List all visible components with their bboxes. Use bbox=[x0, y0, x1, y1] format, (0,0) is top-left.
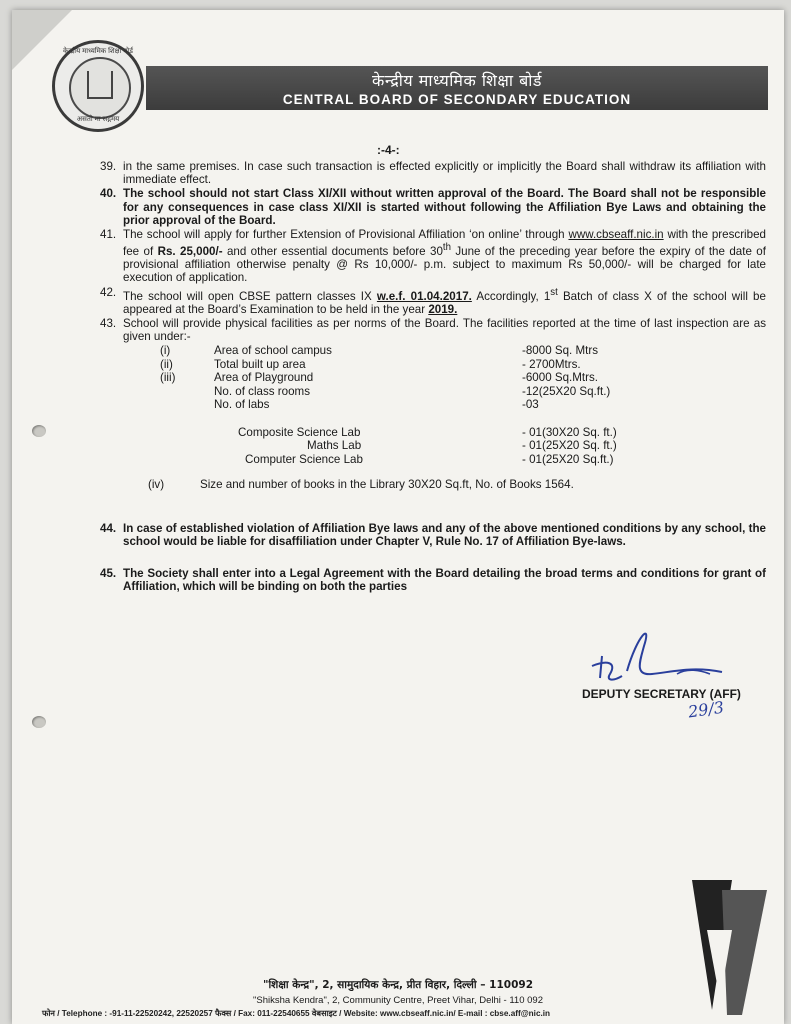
lab-label: Composite Science Lab bbox=[238, 425, 361, 439]
clause-text: In case of established violation of Affiliation Bye laws and any of the above mentioned conditions by any school, the school would be liable for disaffiliation under Chapter V, Rule No. 17 of Affiliation Bye-laws. bbox=[123, 521, 766, 549]
clause-text: with the prescribed fee of bbox=[123, 228, 766, 259]
clause-44 bbox=[100, 522, 766, 548]
facility-row bbox=[100, 398, 766, 412]
affiliation-link[interactable]: www.cbseaff.nic.in bbox=[568, 228, 664, 242]
facility-value: -03 bbox=[522, 398, 539, 412]
clause-text: The school will open CBSE pattern classes IX bbox=[123, 289, 372, 303]
cbse-logo bbox=[52, 40, 144, 132]
clause-42 bbox=[100, 286, 766, 316]
signatory-title: DEPUTY SECRETARY (AFF) bbox=[582, 687, 741, 701]
clause-text: Accordingly, 1 bbox=[476, 289, 551, 303]
facility-value: -6000 Sq.Mtrs. bbox=[522, 371, 599, 385]
clause-number: 44. bbox=[100, 521, 117, 535]
lab-row bbox=[100, 426, 766, 440]
clause-text: in the same premises. In case such transaction is effected explicitly or implicitly the Board shall withdraw its affiliation with immediate effect. bbox=[123, 160, 766, 187]
clause-number: 42. bbox=[100, 285, 117, 299]
labs-list bbox=[100, 426, 766, 467]
lab-row bbox=[100, 439, 766, 453]
lab-value: - 01(25X20 Sq.ft.) bbox=[522, 452, 614, 466]
document-body bbox=[100, 160, 766, 595]
hindi-title: केन्द्रीय माध्यमिक शिक्षा बोर्ड bbox=[372, 71, 542, 90]
header-banner bbox=[146, 66, 768, 110]
effective-date: w.e.f. 01.04.2017. bbox=[376, 289, 472, 303]
facility-label: Total built up area bbox=[214, 357, 306, 371]
lab-label: Maths Lab bbox=[307, 439, 362, 453]
english-title: CENTRAL BOARD OF SECONDARY EDUCATION bbox=[282, 92, 632, 107]
lab-value: - 01(25X20 Sq. ft.) bbox=[522, 439, 617, 453]
handwritten-date: 29/3 bbox=[686, 697, 726, 722]
facility-value: -12(25X20 Sq.ft.) bbox=[522, 384, 611, 398]
facility-numeral: (ii) bbox=[160, 357, 173, 371]
fee-amount: Rs. 25,000/- bbox=[157, 245, 223, 259]
exam-year: 2019. bbox=[428, 302, 458, 316]
lab-value: - 01(30X20 Sq. ft.) bbox=[522, 425, 617, 439]
logo-motto-top: केन्द्रीय माध्यमिक शिक्षा बोर्ड bbox=[63, 48, 133, 55]
lab-label: Computer Science Lab bbox=[245, 452, 363, 466]
footer-hindi-address: "शिक्षा केन्द्र", 2, सामुदायिक केन्द्र, प्रीत विहार, दिल्ली – 110092 bbox=[262, 979, 534, 991]
clause-number: 43. bbox=[100, 316, 117, 330]
facility-label: Area of Playground bbox=[214, 371, 314, 385]
clause-text: School will provide physical facilities as per norms of the Board. The facilities reported at the time of last inspection are as given under:- bbox=[123, 316, 766, 344]
superscript: st bbox=[550, 286, 558, 298]
facility-label: Area of school campus bbox=[214, 344, 332, 358]
facility-value: - 2700Mtrs. bbox=[522, 357, 581, 371]
clause-text: The Society shall enter into a Legal Agreement with the Board detailing the broad terms and conditions for grant of Affiliation, which will be binding on both the parties bbox=[123, 567, 766, 594]
clause-number: 39. bbox=[100, 160, 117, 173]
clause-text: Batch of class X of the school will be appeared at the Board’s Examination to be held in the year bbox=[123, 289, 766, 316]
book-icon bbox=[87, 71, 113, 99]
clause-number: 40. bbox=[100, 187, 117, 201]
superscript: th bbox=[442, 242, 451, 254]
facility-label: No. of labs bbox=[214, 398, 270, 412]
clause-41 bbox=[100, 228, 766, 285]
punch-hole bbox=[32, 425, 46, 437]
facility-row bbox=[100, 385, 766, 399]
lab-row bbox=[100, 453, 766, 467]
clause-45 bbox=[100, 567, 766, 593]
logo-motto-bottom: असतो मा सद्गमय bbox=[76, 116, 120, 123]
library-numeral: (iv) bbox=[148, 478, 165, 492]
clause-number: 41. bbox=[100, 228, 117, 242]
document-page bbox=[12, 10, 784, 1024]
facility-row bbox=[100, 344, 766, 358]
facility-row bbox=[100, 371, 766, 385]
facilities-list bbox=[100, 344, 766, 412]
footer-contact: फोन / Telephone : -91-11-22520242, 22520257 फैक्स / Fax: 011-22540655 वेबसाइट / Website: www.cbseaff.nic.in/ E-mail : cbse.aff@nic.in bbox=[42, 1009, 551, 1018]
punch-hole bbox=[32, 716, 46, 728]
facility-row bbox=[100, 358, 766, 372]
clause-text: The school will apply for further Extension of Provisional Affiliation ‘on online’ through bbox=[123, 228, 565, 242]
library-row bbox=[100, 478, 766, 492]
facility-value: -8000 Sq. Mtrs bbox=[522, 344, 599, 358]
clause-text: June of the preceding year before the expiry of the date of provisional affiliation otherwise penalty @ Rs 10,000/- p.m. subject to maximum Rs 50,000/- will be charged for late execution of application. bbox=[123, 245, 766, 285]
clause-39 bbox=[100, 160, 766, 186]
clause-40 bbox=[100, 187, 766, 227]
facility-numeral: (iii) bbox=[160, 371, 176, 385]
clause-text: and other essential documents before 30 bbox=[226, 245, 443, 259]
clause-43 bbox=[100, 317, 766, 343]
facility-numeral: (i) bbox=[160, 344, 171, 358]
clause-text: The school should not start Class XI/XII without written approval of the Board. The Board shall not be responsible for any consequences in case class XI/XII is started without following the Affiliation Bye Laws and obtaining the prior approval of the Board. bbox=[123, 187, 766, 227]
page-number: :-4-: bbox=[377, 143, 400, 157]
facility-label: No. of class rooms bbox=[214, 384, 310, 398]
handwritten-signature bbox=[582, 616, 757, 726]
clause-number: 45. bbox=[100, 567, 117, 581]
footer-english-address: "Shiksha Kendra", 2, Community Centre, Preet Vihar, Delhi - 110 092 bbox=[253, 995, 543, 1006]
library-text: Size and number of books in the Library 30X20 Sq.ft, No. of Books 1564. bbox=[200, 478, 574, 492]
